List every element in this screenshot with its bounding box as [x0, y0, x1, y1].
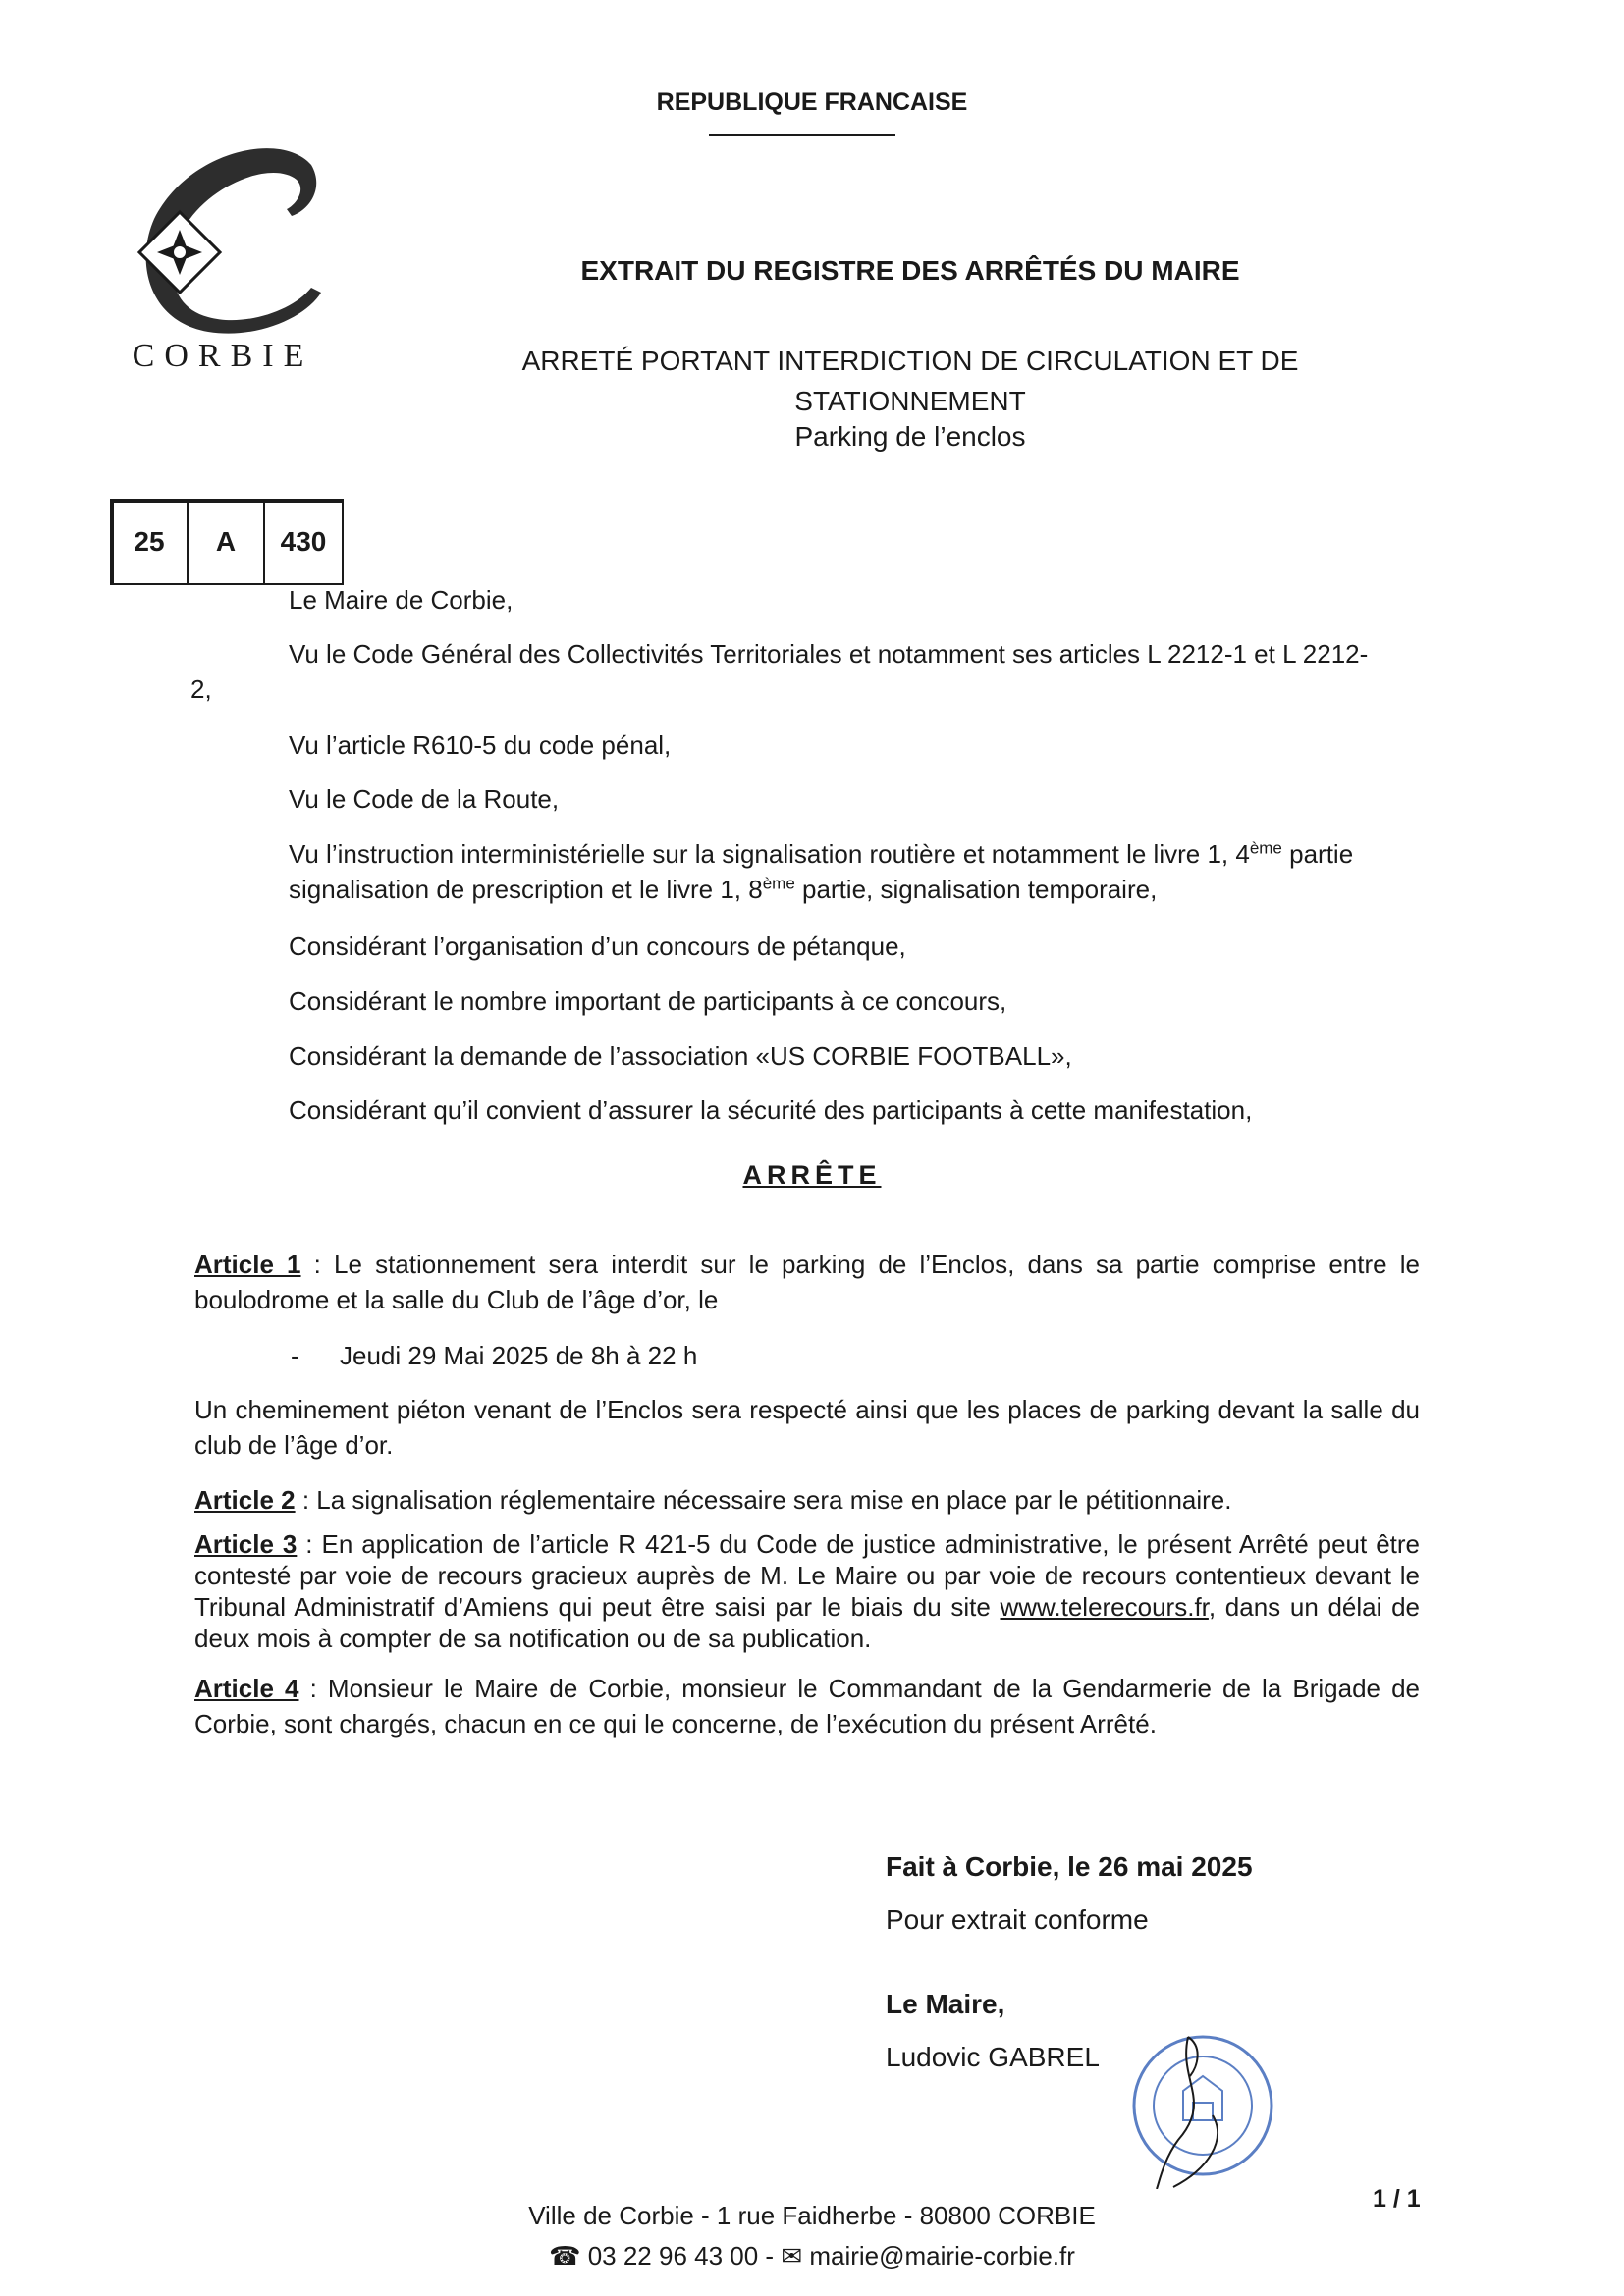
article-3-text: : En application de l’article R 421-5 du Code de justice administrative, le présent Arrêté peut être contesté par voie de recours gracieux auprès de M. Le Maire ou par voie de recours contentieux devant le Tribunal Administratif d’Amiens qui peut être saisi par le biais du site	[194, 1529, 1420, 1622]
visa-code-penal: Vu l’article R610-5 du code pénal,	[289, 730, 672, 760]
article-3-text-end: , dans un délai de deux mois à compter de sa notification ou de sa publication.	[194, 1592, 1420, 1653]
arrete-title	[461, 341, 1359, 421]
article-3	[194, 1528, 1420, 1654]
footer-separator: -	[758, 2241, 782, 2270]
visa-code-route: Vu le Code de la Route,	[289, 784, 560, 814]
footer-contact	[0, 2241, 1624, 2271]
telerecours-link[interactable]: www.telerecours.fr	[1000, 1592, 1209, 1622]
visa-cgct: Vu le Code Général des Collectivités Territoriales et notamment ses articles L 2212-1 et L 2212-	[289, 639, 1369, 668]
number-type: A	[189, 501, 265, 583]
header-divider	[709, 134, 895, 136]
visa-instruction: Vu l’instruction interministérielle sur la signalisation routière et notamment le livre 1, 4ème partie signalisation de prescription et le livre 1, 8ème partie, signalisation temporaire,	[289, 838, 1354, 904]
arrete-title-line1: ARRETÉ PORTANT INTERDICTION DE CIRCULATION ET DE	[521, 346, 1299, 376]
page-number: 1 / 1	[1373, 2185, 1421, 2213]
maire-intro: Le Maire de Corbie,	[289, 585, 514, 614]
article-2-label: Article 2	[194, 1485, 296, 1515]
considerant-demande: Considérant la demande de l’association «US CORBIE FOOTBALL»,	[289, 1041, 1072, 1071]
article-1	[194, 1247, 1420, 1317]
article-1-date: Jeudi 29 Mai 2025 de 8h à 22 h	[340, 1341, 698, 1370]
footer-email[interactable]: mairie@mairie-corbie.fr	[809, 2241, 1075, 2270]
article-4-text: : Monsieur le Maire de Corbie, monsieur le Commandant de la Gendarmerie de la Brigade de Corbie, sont chargés, chacun en ce qui le concerne, de l’exécution du présent Arrêté.	[194, 1674, 1420, 1738]
footer-address: Ville de Corbie - 1 rue Faidherbe - 80800 CORBIE	[528, 2201, 1096, 2230]
pour-extrait-conforme: Pour extrait conforme	[886, 1904, 1149, 1935]
considerant-participants: Considérant le nombre important de participants à ce concours,	[289, 987, 1007, 1016]
article-1-label: Article 1	[194, 1250, 301, 1279]
registre-title: EXTRAIT DU REGISTRE DES ARRÊTÉS DU MAIRE	[580, 255, 1240, 286]
article-2-text: : La signalisation réglementaire nécessaire sera mise en place par le pétitionnaire.	[301, 1485, 1232, 1515]
considerant-concours: Considérant l’organisation d’un concours de pétanque,	[289, 932, 906, 961]
arrete-number-box	[110, 499, 344, 585]
mairie-stamp	[1119, 2022, 1286, 2189]
article-4	[194, 1671, 1420, 1741]
considerant-securite: Considérant qu’il convient d’assurer la sécurité des participants à cette manifestation,	[289, 1095, 1253, 1125]
number-year: 25	[112, 501, 189, 583]
logo-wordmark: CORBIE	[132, 338, 314, 374]
fax-icon: ✉	[781, 2241, 803, 2270]
article-2	[194, 1482, 1420, 1518]
arrete-subtitle: Parking de l’enclos	[794, 421, 1026, 452]
arrete-title-line2: STATIONNEMENT	[794, 386, 1026, 416]
number-sequence: 430	[280, 526, 327, 557]
article-1-text: : Le stationnement sera interdit sur le parking de l’Enclos, dans sa partie comprise entre le boulodrome et la salle du Club de l’âge d’or, le	[194, 1250, 1420, 1314]
visa-cgct-continuation: 2,	[190, 674, 212, 704]
article-3-label: Article 3	[194, 1529, 298, 1559]
signatory-title: Le Maire,	[886, 1989, 1005, 2019]
republic-header: REPUBLIQUE FRANCAISE	[656, 88, 968, 116]
signatory-name: Ludovic GABREL	[886, 2042, 1100, 2072]
article-1-note: Un cheminement piéton venant de l’Enclos sera respecté ainsi que les places de parking devant la salle du club de l’âge d’or.	[194, 1395, 1420, 1460]
corbie-logo	[110, 135, 336, 361]
footer-phone: 03 22 96 43 00	[587, 2241, 759, 2270]
phone-icon: ☎	[549, 2241, 581, 2270]
arrete-heading: ARRÊTE	[742, 1160, 882, 1190]
fait-a-date: Fait à Corbie, le 26 mai 2025	[886, 1851, 1253, 1882]
article-1-dash: -	[291, 1341, 299, 1370]
article-4-label: Article 4	[194, 1674, 299, 1703]
